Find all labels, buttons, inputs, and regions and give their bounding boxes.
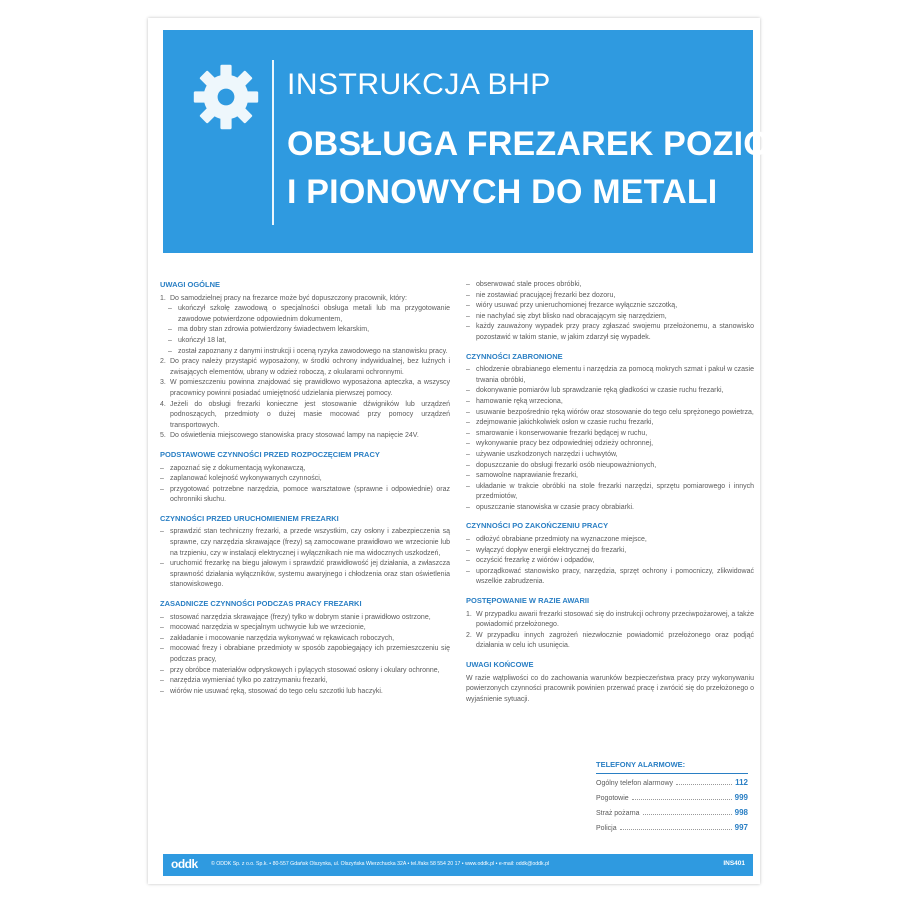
list-item <box>160 347 450 358</box>
list-item-text: wiórów nie usuwać ręką, stosować do tego celu szczotki lub haczyki. <box>170 687 383 695</box>
list-item <box>160 464 450 475</box>
list-item <box>160 666 450 677</box>
list-item <box>160 474 450 485</box>
list-item-text: opuszczanie stanowiska w czasie pracy obrabiarki. <box>476 503 634 511</box>
list-item-text: przygotować potrzebne narzędzia, pomoce warsztatowe (sprawne i odpowiednie) oraz ochronniki słuchu. <box>170 485 450 504</box>
header-title-line-1: OBSŁUGA FREZAREK POZIOMYCH <box>287 125 871 163</box>
left-column <box>160 280 450 697</box>
oddk-logo: oddk <box>171 857 198 871</box>
phone-number: 997 <box>734 823 748 832</box>
list-item-text: zaplanować kolejność wykonywanych czynności, <box>170 475 322 483</box>
phone-row <box>596 791 748 806</box>
list-marker: – <box>466 366 470 374</box>
list-item <box>466 397 754 408</box>
list-marker: – <box>466 536 470 544</box>
list-item-text: Jeżeli do obsługi frezarki konieczne jest stosowanie dźwigników lub urządzeń podnoszących, przedmioty o dużej masie mocować przy pomocy urządzeń transportowych. <box>170 400 450 429</box>
section-list <box>466 674 754 706</box>
list-marker: – <box>466 503 470 511</box>
section-title: POSTĘPOWANIE W RAZIE AWARII <box>466 596 590 606</box>
list-item-text: mocować frezy i obrabiane przedmioty w sposób zapobiegający ich przemieszczeniu się podczas pracy, <box>170 645 450 663</box>
list-item-text: używanie uszkodzonych narzędzi i uchwytów, <box>476 450 618 458</box>
header-title-line-2: I PIONOWYCH DO METALI <box>287 173 718 211</box>
list-item <box>466 471 754 482</box>
list-item-text: wykonywanie pracy bez odpowiedniej odzieży ochronnej, <box>476 440 654 448</box>
list-item-text: ukończył 18 lat, <box>178 336 227 344</box>
list-item-text: wióry usuwać przy unieruchomionej frezarce wyłącznie szczotką, <box>476 302 678 310</box>
list-item <box>160 336 450 347</box>
list-item <box>466 408 754 419</box>
list-item <box>466 322 754 343</box>
list-marker: – <box>466 323 470 331</box>
phone-label: Ogólny telefon alarmowy <box>596 780 674 787</box>
list-marker: – <box>160 464 164 472</box>
list-item <box>466 386 754 397</box>
document-code: INS401 <box>723 860 745 867</box>
gear-icon <box>191 62 261 132</box>
list-marker: – <box>466 567 470 575</box>
list-item-text: zakładanie i mocowanie narzędzia wykonywać w rękawicach roboczych, <box>170 634 395 642</box>
list-marker: – <box>466 281 470 288</box>
list-marker: – <box>168 336 172 344</box>
phone-label: Policja <box>596 825 617 832</box>
list-item <box>160 378 450 399</box>
list-marker: 4. <box>160 400 166 408</box>
phone-number: 999 <box>734 793 748 802</box>
phone-number: 112 <box>735 778 748 787</box>
list-marker: – <box>160 485 164 493</box>
phone-label: Pogotowie <box>596 795 629 802</box>
list-marker: – <box>160 666 164 674</box>
list-item <box>466 482 754 503</box>
section-title: UWAGI OGÓLNE <box>160 280 220 289</box>
list-item <box>160 559 450 591</box>
list-marker: – <box>160 475 164 483</box>
header-banner <box>163 30 871 253</box>
section-title: ZASADNICZE CZYNNOŚCI PODCZAS PRACY FREZARKI <box>160 599 362 609</box>
list-marker: – <box>466 397 470 405</box>
list-item <box>160 325 450 336</box>
list-item <box>466 503 754 514</box>
list-item-text: nie zostawiać pracującej frezarki bez dozoru, <box>476 291 616 299</box>
list-item <box>160 294 450 305</box>
list-marker: 2. <box>466 631 472 639</box>
list-marker: – <box>160 624 164 632</box>
list-item <box>160 527 450 559</box>
list-marker: – <box>466 312 470 320</box>
list-item <box>160 304 450 325</box>
header-big-title <box>287 120 871 216</box>
list-item-text: hamowanie ręką wrzeciona, <box>476 397 563 405</box>
list-item-text: chłodzenie obrabianego elementu i narzędzia za pomocą mokrych szmat i pakuł w czasie trwania obróbki, <box>476 366 754 384</box>
section-list <box>466 280 754 344</box>
list-item-text: W przypadku innych zagrożeń niezwłocznie powiadomić przełożonego oraz podjąć działania w celu ich usunięcia. <box>476 631 754 650</box>
list-marker: – <box>160 645 164 653</box>
list-item <box>466 280 754 291</box>
list-item-text: samowolne naprawianie frezarki, <box>476 472 578 480</box>
list-item-text: obserwować stale proces obróbki, <box>476 281 582 288</box>
list-item-text: nie nachylać się zbyt blisko nad obracającym się narzędziem, <box>476 312 667 320</box>
footer-bar <box>163 854 753 876</box>
phone-number: 998 <box>734 808 748 817</box>
list-item-text: dokonywanie pomiarów lub sprawdzanie ręką gładkości w czasie ruchu frezarki, <box>476 387 724 395</box>
phone-label: Straż pożarna <box>596 810 640 817</box>
list-marker: – <box>466 546 470 554</box>
list-item-text: usuwanie bezpośrednio ręką wiórów oraz stosowanie do tego celu sprężonego powietrza, <box>476 408 754 416</box>
phone-row <box>596 806 748 821</box>
list-marker: – <box>160 687 164 695</box>
list-marker: – <box>168 305 172 313</box>
list-item <box>160 357 450 378</box>
phone-row <box>596 821 748 836</box>
section-list <box>160 527 450 591</box>
emergency-phones <box>596 758 748 836</box>
list-marker: – <box>466 429 470 437</box>
list-item-text: dopuszczanie do obsługi frezarki osób nieupoważnionych, <box>476 461 657 469</box>
list-item-text: uruchomić frezarkę na biegu jałowym i sprawdzić prawidłowość jej działania, a zwłaszcza sprawność działania wyłączników, systemu awaryjnego i chłodzenia oraz stan oświetlenia stanowiskowego. <box>170 560 450 589</box>
list-item-text: narzędzia wymieniać tylko po zatrzymaniu frezarki, <box>170 677 328 685</box>
list-item-text: oczyścić frezarkę z wiórów i odpadów, <box>476 557 595 565</box>
header-divider <box>272 60 274 225</box>
list-item-text: Do samodzielnej pracy na frezarce może być dopuszczony pracownik, który: <box>170 294 407 302</box>
list-item-text: układanie w trakcie obróbki na stole frezarki narzędzi, sprzętu pomiarowego i innych przedmiotów, <box>476 482 754 501</box>
list-item-text: sprawdzić stan techniczny frezarki, a przede wszystkim, czy osłony i zabezpieczenia są sprawne, czy narzędzia skrawające (frezy) są zamocowane prawidłowo we wrzecionie lub na trzpieniu, czy w instalacji elektrycznej i wyłącznikach nie ma widocznych uszkodzeń, <box>170 528 450 557</box>
list-item-text: W pomieszczeniu powinna znajdować się prawidłowo wyposażona apteczka, a wszyscy pracownicy powinni posiadać umiejętność udzielania pierwszej pomocy. <box>170 379 450 397</box>
list-item <box>466 461 754 472</box>
list-marker: – <box>466 440 470 448</box>
list-marker: – <box>466 291 470 299</box>
list-item <box>466 291 754 302</box>
list-marker: – <box>466 450 470 458</box>
list-item <box>160 623 450 634</box>
list-item <box>466 556 754 567</box>
list-marker: – <box>160 528 164 536</box>
list-marker: 5. <box>160 432 166 440</box>
phone-row <box>596 776 748 791</box>
footer-contact-text: © ODDK Sp. z o.o. Sp.k. • 80-557 Gdańsk Olszynka, ul. Olszyńska Wierzchucka 32A • tel./faks 58 554 20 17 • www.oddk.pl • e-mail: oddk@oddk.pl <box>211 861 550 867</box>
list-item-text: W przypadku awarii frezarki stosować się do instrukcji ochrony przeciwpożarowej, a także powiadomić przełożonego. <box>476 610 754 629</box>
list-item-text: Do pracy należy przystąpić wyposażony, w środki ochrony indywidualnej, bez luźnych i zwisających elementów, ubrany w odzież roboczą, z okularami ochronnymi. <box>170 358 450 376</box>
list-item-text: ma dobry stan zdrowia potwierdzony świadectwem lekarskim, <box>178 326 370 334</box>
list-item <box>160 676 450 687</box>
section-title: CZYNNOŚCI ZABRONIONE <box>466 351 563 361</box>
section-list <box>466 535 754 588</box>
list-item <box>466 535 754 546</box>
list-item <box>160 431 450 442</box>
list-item-text: uporządkować stanowisko pracy, narzędzia, sprzęt ochrony i pomocniczy, zlikwidować wszelkie zabrudzenia. <box>476 567 754 586</box>
leader-dots <box>676 777 732 785</box>
list-item-text: stosować narzędzia skrawające (frezy) tylko w dobrym stanie i prawidłowo ostrzone, <box>170 613 431 621</box>
list-item <box>466 365 754 386</box>
list-marker: – <box>466 482 470 490</box>
list-item-text: ukończył szkołę zawodową o specjalności obsługa metali lub ma przygotowanie zawodowe potwierdzone odpowiednim dokumentem, <box>178 305 450 323</box>
list-marker: – <box>466 461 470 469</box>
section-title: CZYNNOŚCI PRZED URUCHOMIENIEM FREZARKI <box>160 513 339 523</box>
list-item <box>466 312 754 323</box>
list-marker: – <box>466 557 470 565</box>
list-marker: – <box>168 326 172 334</box>
list-marker: – <box>168 347 172 355</box>
list-item-text: Do oświetlenia miejscowego stanowiska pracy stosować lampy na napięcie 24V. <box>170 432 419 440</box>
section-title: CZYNNOŚCI PO ZAKOŃCZENIU PRACY <box>466 521 609 531</box>
list-item-text: zdejmowanie jakichkolwiek osłon w czasie ruchu frezarki, <box>476 419 654 427</box>
list-marker: – <box>160 613 164 621</box>
list-item <box>466 610 754 631</box>
list-item <box>160 485 450 506</box>
list-item-text: wyłączyć dopływ energii elektrycznej do frezarki, <box>476 546 627 554</box>
list-item <box>466 546 754 557</box>
list-item <box>160 634 450 645</box>
section-list <box>160 613 450 698</box>
section-title: UWAGI KOŃCOWE <box>466 660 534 669</box>
list-item <box>466 439 754 450</box>
leader-dots <box>620 822 732 830</box>
phones-title: TELEFONY ALARMOWE: <box>596 758 748 774</box>
list-marker: – <box>466 472 470 480</box>
section-list <box>160 464 450 506</box>
instruction-sheet <box>148 18 871 884</box>
list-marker: – <box>466 387 470 395</box>
list-item-text: smarowanie i konserwowanie frezarki będącej w ruchu, <box>476 429 648 437</box>
list-item <box>466 450 754 461</box>
list-item-text: zapoznać się z dokumentacją wykonawczą, <box>170 464 306 472</box>
leader-dots <box>632 792 732 800</box>
list-item <box>160 400 450 432</box>
leader-dots <box>643 807 732 815</box>
header-small-title: INSTRUKCJA BHP <box>287 68 551 101</box>
list-item-text: mocować narzędzia w specjalnym uchwycie lub we wrzecionie, <box>170 624 366 632</box>
list-marker: 3. <box>160 379 166 387</box>
list-item <box>160 613 450 624</box>
list-item <box>466 301 754 312</box>
section-list <box>466 365 754 513</box>
list-item-text: odłożyć obrabiane przedmioty na wyznaczone miejsce, <box>476 536 647 544</box>
list-item <box>160 687 450 698</box>
list-marker: 1. <box>466 610 472 618</box>
list-marker: – <box>160 677 164 685</box>
list-marker: – <box>466 302 470 310</box>
list-marker: – <box>466 419 470 427</box>
list-item-text: każdy zauważony wypadek przy pracy zgłaszać swojemu przełożonemu, a stanowisko pozostawić w takim stanie, w jakim zdarzył się wypadek. <box>476 323 754 341</box>
list-marker: – <box>466 408 470 416</box>
list-marker: – <box>160 634 164 642</box>
right-column <box>466 280 754 705</box>
section-list <box>160 294 450 442</box>
list-item <box>466 631 754 652</box>
section-list <box>466 610 754 652</box>
list-marker: 1. <box>160 294 166 302</box>
section-title: PODSTAWOWE CZYNNOŚCI PRZED ROZPOCZĘCIEM PRACY <box>160 449 380 459</box>
list-item-text: został zapoznany z danymi instrukcji i oceną ryzyka zawodowego na stanowisku pracy. <box>178 347 448 355</box>
list-marker: – <box>160 560 164 568</box>
list-item <box>466 567 754 588</box>
list-marker: 2. <box>160 358 166 366</box>
list-item <box>160 644 450 665</box>
list-item: W razie wątpliwości co do zachowania warunków bezpieczeństwa pracy przy wykonywaniu powierzonych czynności pracownik powinien przerwać pracę i zwrócić się do przełożonego o wyjaśnienie sytuacji. <box>466 674 754 703</box>
list-item <box>466 418 754 429</box>
list-item <box>466 429 754 440</box>
list-item-text: przy obróbce materiałów odpryskowych i pylących stosować osłony i okulary ochronne, <box>170 666 440 674</box>
